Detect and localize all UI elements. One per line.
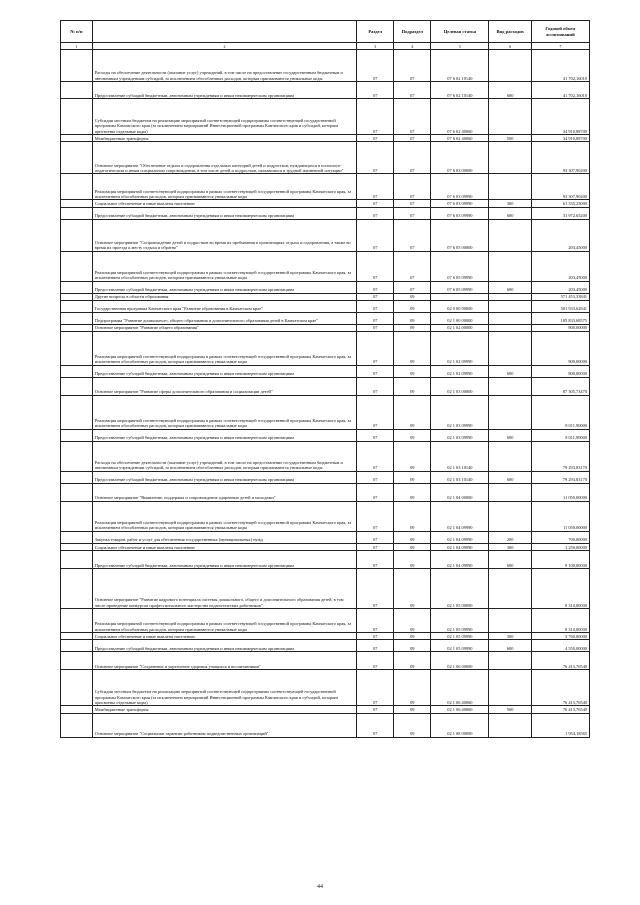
- row-target-article-cell: 02 1 04 09990: [431, 551, 489, 569]
- row-target-article-cell: 02 1 05 00000: [431, 569, 489, 609]
- header-podrazdel: Подраздел: [394, 21, 431, 43]
- row-podrazdel-cell: 09: [394, 442, 431, 472]
- row-name-cell: Реализация мероприятий соответствующей подпрограммы в рамках соответствующей государственной программы Камчатского края, за исключением обособленных расходов, которым присваиваются уникальные коды: [92, 502, 357, 532]
- row-target-article-cell: 02 1 03 09990: [431, 396, 489, 430]
- row-expense-type-cell: [489, 174, 531, 200]
- row-razdel-cell: 07: [357, 142, 394, 174]
- table-row: [61, 551, 590, 569]
- row-expense-type-cell: 300: [489, 633, 531, 640]
- row-podrazdel-cell: 09: [394, 640, 431, 652]
- budget-table: [60, 20, 590, 738]
- row-name-cell: Межбюджетные трансферты: [92, 135, 357, 142]
- row-podrazdel-cell: 07: [394, 200, 431, 207]
- row-expense-type-cell: [489, 569, 531, 609]
- row-expense-type-cell: [489, 99, 531, 135]
- row-name-cell: Предоставление субсидий бюджетным, автономным учреждениям и иным некоммерческим организациям: [92, 366, 357, 378]
- row-amount-cell: 61 335,25000: [531, 200, 589, 207]
- row-name-cell: Предоставление субсидий бюджетным, автономным учреждениям и иным некоммерческим организациям: [92, 472, 357, 484]
- row-name-cell: Основное мероприятие "Развитие кадрового потенциала системы дошкольного, общего и дополнительного образования детей, в том числе проведение конкурсов профессионального мастерства педагогических работников": [92, 569, 357, 609]
- row-target-article-cell: 02 1 04 00000: [431, 484, 489, 502]
- row-amount-cell: 800,00000: [531, 332, 589, 366]
- row-expense-type-cell: [489, 652, 531, 670]
- row-number-cell: [61, 569, 93, 609]
- table-row: [61, 332, 590, 366]
- row-razdel-cell: 07: [357, 293, 394, 300]
- row-name-cell: Расходы на обеспечение деятельности (оказание услуг) учреждений, в том числе на предоставление государственным бюджетным и автономным учреждениям субсидий, за исключением обособленных расходов, которым присваиваются уникальные коды: [92, 50, 357, 82]
- table-row: [61, 640, 590, 652]
- row-razdel-cell: 07: [357, 430, 394, 442]
- row-podrazdel-cell: 09: [394, 652, 431, 670]
- row-number-cell: [61, 366, 93, 378]
- row-expense-type-cell: 200: [489, 532, 531, 544]
- row-razdel-cell: 07: [357, 396, 394, 430]
- row-razdel-cell: 07: [357, 324, 394, 331]
- row-number-cell: [61, 609, 93, 633]
- row-target-article-cell: 02 1 06 40060: [431, 670, 489, 706]
- table-row: [61, 396, 590, 430]
- row-expense-type-cell: [489, 378, 531, 396]
- row-podrazdel-cell: 09: [394, 706, 431, 713]
- row-amount-cell: 79 293,83170: [531, 472, 589, 484]
- row-name-cell: Другие вопросы в области образования: [92, 293, 357, 300]
- row-razdel-cell: 07: [357, 200, 394, 207]
- row-target-article-cell: 02 1 02 09990: [431, 332, 489, 366]
- row-podrazdel-cell: 07: [394, 207, 431, 219]
- table-row: [61, 652, 590, 670]
- row-number-cell: [61, 544, 93, 551]
- row-podrazdel-cell: 07: [394, 251, 431, 281]
- row-amount-cell: 41 702,16010: [531, 50, 589, 82]
- row-name-cell: Субсидии местным бюджетам на реализацию мероприятий соответствующей подпрограммы соответствующей государственной программы Камчатского края (за исключением мероприятий Инвестиционной программы Камчатского края и субсидий, которым присвоены отдельные коды): [92, 670, 357, 706]
- column-number: 3: [357, 43, 394, 50]
- table-row: [61, 82, 590, 99]
- row-podrazdel-cell: 09: [394, 670, 431, 706]
- row-target-article-cell: 07 6 03 09990: [431, 200, 489, 207]
- row-expense-type-cell: 600: [489, 207, 531, 219]
- row-amount-cell: 41 702,16010: [531, 82, 589, 99]
- row-target-article-cell: 07 6 02 10140: [431, 82, 489, 99]
- row-name-cell: Субсидии местным бюджетам на реализацию мероприятий соответствующей подпрограммы соответствующей государственной программы Камчатского края (за исключением мероприятий Инвестиционной программы Камчатского края и субсидий, которым присвоены отдельные коды): [92, 99, 357, 135]
- table-row: [61, 219, 590, 251]
- row-amount-cell: 8 310,00000: [531, 609, 589, 633]
- row-number-cell: [61, 652, 93, 670]
- header-target-article: Целевая статья: [431, 21, 489, 43]
- row-name-cell: Основное мероприятие "Обеспечение отдыха и оздоровления отдельных категорий детей и подростков, нуждающихся в психолого-педагогическом и иным специальном сопровождении, в том числе детей и подростков, оказавшихся в трудной жизненной ситуации": [92, 142, 357, 174]
- table-row: [61, 300, 590, 312]
- row-name-cell: Социальное обеспечение и иные выплаты населению: [92, 200, 357, 207]
- row-expense-type-cell: 600: [489, 640, 531, 652]
- row-expense-type-cell: [489, 300, 531, 312]
- row-podrazdel-cell: 07: [394, 99, 431, 135]
- row-expense-type-cell: [489, 442, 531, 472]
- document-page: [60, 20, 590, 738]
- table-row: [61, 569, 590, 609]
- row-razdel-cell: 07: [357, 281, 394, 293]
- row-podrazdel-cell: 07: [394, 142, 431, 174]
- row-expense-type-cell: [489, 293, 531, 300]
- row-podrazdel-cell: 09: [394, 502, 431, 532]
- row-razdel-cell: 07: [357, 472, 394, 484]
- row-expense-type-cell: 600: [489, 472, 531, 484]
- column-number-row: [61, 43, 590, 50]
- row-name-cell: Социальное обеспечение и иные выплаты населению: [92, 544, 357, 551]
- row-name-cell: Реализация мероприятий соответствующей подпрограммы в рамках соответствующей государственной программы Камчатского края, за исключением обособленных расходов, которым присваиваются уникальные коды: [92, 251, 357, 281]
- table-row: [61, 324, 590, 331]
- row-target-article-cell: 02 1 04 09990: [431, 502, 489, 532]
- row-amount-cell: 1 954,18565: [531, 713, 589, 737]
- row-razdel-cell: 07: [357, 99, 394, 135]
- row-amount-cell: 76 413,76540: [531, 652, 589, 670]
- row-amount-cell: 87 305,73470: [531, 378, 589, 396]
- row-razdel-cell: 07: [357, 609, 394, 633]
- row-target-article-cell: 02 1 00 00000: [431, 312, 489, 324]
- row-name-cell: Предоставление субсидий бюджетным, автономным учреждениям и иным некоммерческим организациям: [92, 207, 357, 219]
- column-number: 1: [61, 43, 93, 50]
- row-expense-type-cell: [489, 713, 531, 737]
- table-row: [61, 135, 590, 142]
- row-target-article-cell: 02 1 03 10140: [431, 442, 489, 472]
- row-podrazdel-cell: 07: [394, 50, 431, 82]
- row-name-cell: Основное мероприятие "Сопровождение детей и подростков во время их пребывания в организациях отдыха и оздоровления, а также во время их проезда к месту отдыха и обратно": [92, 219, 357, 251]
- row-amount-cell: 93 307,90200: [531, 174, 589, 200]
- row-name-cell: Основное мероприятие "Сохранение и укрепление здоровья учащихся и воспитанников": [92, 652, 357, 670]
- row-target-article-cell: 02 1 05 09990: [431, 609, 489, 633]
- row-name-cell: Основное мероприятие "Развитие сферы дополнительного образования и социализации детей": [92, 378, 357, 396]
- row-target-article-cell: 07 6 02 10140: [431, 50, 489, 82]
- row-target-article-cell: 02 1 06 00000: [431, 652, 489, 670]
- row-number-cell: [61, 472, 93, 484]
- table-header-row: [61, 21, 590, 43]
- row-razdel-cell: 07: [357, 378, 394, 396]
- row-amount-cell: 185 833,68575: [531, 312, 589, 324]
- row-expense-type-cell: 300: [489, 200, 531, 207]
- row-amount-cell: 93 307,90200: [531, 142, 589, 174]
- row-podrazdel-cell: 09: [394, 300, 431, 312]
- table-row: [61, 502, 590, 532]
- row-number-cell: [61, 99, 93, 135]
- row-amount-cell: 1 250,00000: [531, 544, 589, 551]
- table-row: [61, 442, 590, 472]
- table-row: [61, 207, 590, 219]
- row-expense-type-cell: 500: [489, 135, 531, 142]
- row-name-cell: Расходы на обеспечение деятельности (оказание услуг) учреждений, в том числе на предоставление государственным бюджетным и автономным учреждениям субсидий, за исключением обособленных расходов, которым присваиваются уникальные коды: [92, 442, 357, 472]
- row-podrazdel-cell: 09: [394, 430, 431, 442]
- row-number-cell: [61, 442, 93, 472]
- table-row: [61, 430, 590, 442]
- row-amount-cell: 76 413,76540: [531, 706, 589, 713]
- row-target-article-cell: 07 6 03 09990: [431, 174, 489, 200]
- row-number-cell: [61, 300, 93, 312]
- row-amount-cell: 8 310,00000: [531, 569, 589, 609]
- table-row: [61, 713, 590, 737]
- row-razdel-cell: 07: [357, 312, 394, 324]
- row-name-cell: Предоставление субсидий бюджетным, автономным учреждениям и иным некоммерческим организациям: [92, 551, 357, 569]
- row-podrazdel-cell: 07: [394, 174, 431, 200]
- row-name-cell: Предоставление субсидий бюджетным, автономным учреждениям и иным некоммерческим организациям: [92, 82, 357, 99]
- row-name-cell: Реализация мероприятий соответствующей подпрограммы в рамках соответствующей государственной программы Камчатского края, за исключением обособленных расходов, которым присваиваются уникальные коды: [92, 332, 357, 366]
- row-podrazdel-cell: 09: [394, 472, 431, 484]
- row-podrazdel-cell: 09: [394, 713, 431, 737]
- row-name-cell: Реализация мероприятий соответствующей подпрограммы в рамках соответствующей государственной программы Камчатского края, за исключением обособленных расходов, которым присваиваются уникальные коды: [92, 609, 357, 633]
- row-podrazdel-cell: 09: [394, 569, 431, 609]
- row-number-cell: [61, 251, 93, 281]
- row-expense-type-cell: [489, 484, 531, 502]
- table-row: [61, 544, 590, 551]
- row-razdel-cell: 07: [357, 640, 394, 652]
- row-amount-cell: 203,45000: [531, 219, 589, 251]
- table-row: [61, 174, 590, 200]
- row-number-cell: [61, 706, 93, 713]
- column-number: 5: [431, 43, 489, 50]
- row-name-cell: Межбюджетные трансферты: [92, 706, 357, 713]
- row-expense-type-cell: [489, 251, 531, 281]
- row-expense-type-cell: [489, 396, 531, 430]
- row-razdel-cell: 07: [357, 332, 394, 366]
- row-number-cell: [61, 174, 93, 200]
- row-target-article-cell: [431, 293, 489, 300]
- row-expense-type-cell: [489, 50, 531, 82]
- row-podrazdel-cell: 09: [394, 609, 431, 633]
- row-number-cell: [61, 281, 93, 293]
- row-number-cell: [61, 430, 93, 442]
- row-target-article-cell: 02 1 02 09990: [431, 366, 489, 378]
- row-podrazdel-cell: 09: [394, 293, 431, 300]
- row-amount-cell: 700,00000: [531, 532, 589, 544]
- row-number-cell: [61, 219, 93, 251]
- row-name-cell: Предоставление субсидий бюджетным, автономным учреждениям и иным некоммерческим организациям: [92, 640, 357, 652]
- header-no: № п/п: [61, 21, 93, 43]
- row-razdel-cell: 07: [357, 670, 394, 706]
- table-row: [61, 293, 590, 300]
- row-number-cell: [61, 502, 93, 532]
- row-razdel-cell: 07: [357, 300, 394, 312]
- row-target-article-cell: 02 1 03 00000: [431, 378, 489, 396]
- row-amount-cell: 34 910,88700: [531, 135, 589, 142]
- row-target-article-cell: 02 1 02 00000: [431, 324, 489, 331]
- row-target-article-cell: 07 6 05 09990: [431, 281, 489, 293]
- row-expense-type-cell: 600: [489, 366, 531, 378]
- table-row: [61, 366, 590, 378]
- row-target-article-cell: 02 1 06 40060: [431, 706, 489, 713]
- row-amount-cell: 571 453,33841: [531, 293, 589, 300]
- row-target-article-cell: 02 1 05 09990: [431, 633, 489, 640]
- row-number-cell: [61, 142, 93, 174]
- row-expense-type-cell: 500: [489, 706, 531, 713]
- row-expense-type-cell: 600: [489, 281, 531, 293]
- row-podrazdel-cell: 09: [394, 484, 431, 502]
- row-name-cell: Государственная программа Камчатского края "Развитие образования в Камчатском крае": [92, 300, 357, 312]
- table-row: [61, 281, 590, 293]
- table-row: [61, 251, 590, 281]
- row-target-article-cell: 02 1 04 09990: [431, 532, 489, 544]
- row-amount-cell: 11 050,00000: [531, 484, 589, 502]
- column-number: 7: [531, 43, 589, 50]
- row-number-cell: [61, 332, 93, 366]
- row-target-article-cell: 02 1 04 09990: [431, 544, 489, 551]
- row-target-article-cell: 07 6 02 40060: [431, 135, 489, 142]
- row-razdel-cell: 07: [357, 207, 394, 219]
- row-number-cell: [61, 207, 93, 219]
- row-number-cell: [61, 713, 93, 737]
- row-target-article-cell: 07 6 05 00000: [431, 219, 489, 251]
- row-number-cell: [61, 396, 93, 430]
- page-number: 44: [317, 884, 323, 890]
- table-row: [61, 706, 590, 713]
- row-number-cell: [61, 50, 93, 82]
- column-number: 6: [489, 43, 531, 50]
- row-number-cell: [61, 135, 93, 142]
- row-target-article-cell: 02 1 05 09990: [431, 640, 489, 652]
- row-name-cell: Предоставление субсидий бюджетным, автономным учреждениям и иным некоммерческим организациям: [92, 430, 357, 442]
- row-razdel-cell: 07: [357, 633, 394, 640]
- table-row: [61, 312, 590, 324]
- row-target-article-cell: 02 1 03 09990: [431, 430, 489, 442]
- row-expense-type-cell: [489, 312, 531, 324]
- row-expense-type-cell: 600: [489, 82, 531, 99]
- row-name-cell: Основное мероприятие "Социальные гарантии работникам подведомственных организаций": [92, 713, 357, 737]
- row-razdel-cell: 07: [357, 569, 394, 609]
- row-name-cell: Закупка товаров, работ и услуг для обеспечения государственных (муниципальных) нужд: [92, 532, 357, 544]
- row-target-article-cell: 02 0 00 00000: [431, 300, 489, 312]
- row-amount-cell: 76 413,76540: [531, 670, 589, 706]
- row-podrazdel-cell: 09: [394, 312, 431, 324]
- table-row: [61, 200, 590, 207]
- row-razdel-cell: 07: [357, 174, 394, 200]
- table-row: [61, 142, 590, 174]
- row-target-article-cell: 07 6 03 00000: [431, 142, 489, 174]
- table-row: [61, 378, 590, 396]
- row-razdel-cell: 07: [357, 82, 394, 99]
- row-razdel-cell: 07: [357, 532, 394, 544]
- row-expense-type-cell: [489, 332, 531, 366]
- row-name-cell: Реализация мероприятий соответствующей подпрограммы в рамках соответствующей государственной программы Камчатского края, за исключением обособленных расходов, которым присваиваются уникальные коды: [92, 396, 357, 430]
- row-amount-cell: 3 760,00000: [531, 633, 589, 640]
- row-podrazdel-cell: 09: [394, 366, 431, 378]
- row-name-cell: Предоставление субсидий бюджетным, автономным учреждениям и иным некоммерческим организациям: [92, 281, 357, 293]
- row-number-cell: [61, 312, 93, 324]
- row-amount-cell: 79 293,83170: [531, 442, 589, 472]
- row-podrazdel-cell: 09: [394, 544, 431, 551]
- row-razdel-cell: 07: [357, 706, 394, 713]
- row-name-cell: Основное мероприятие "Развитие общего образования": [92, 324, 357, 331]
- row-razdel-cell: 07: [357, 544, 394, 551]
- row-number-cell: [61, 633, 93, 640]
- table-row: [61, 633, 590, 640]
- row-expense-type-cell: [489, 609, 531, 633]
- row-podrazdel-cell: 09: [394, 378, 431, 396]
- row-expense-type-cell: [489, 142, 531, 174]
- row-podrazdel-cell: 09: [394, 551, 431, 569]
- row-target-article-cell: 02 1 03 10140: [431, 472, 489, 484]
- header-razdel: Раздел: [357, 21, 394, 43]
- row-amount-cell: 800,00000: [531, 366, 589, 378]
- row-razdel-cell: 07: [357, 50, 394, 82]
- row-amount-cell: 31 972,65200: [531, 207, 589, 219]
- table-row: [61, 472, 590, 484]
- row-expense-type-cell: [489, 324, 531, 331]
- row-number-cell: [61, 324, 93, 331]
- row-razdel-cell: 07: [357, 551, 394, 569]
- row-expense-type-cell: [489, 219, 531, 251]
- row-amount-cell: 34 910,88700: [531, 99, 589, 135]
- row-podrazdel-cell: 07: [394, 219, 431, 251]
- row-amount-cell: 501 933,62841: [531, 300, 589, 312]
- row-razdel-cell: 07: [357, 502, 394, 532]
- row-amount-cell: 8 011,90000: [531, 430, 589, 442]
- row-number-cell: [61, 293, 93, 300]
- header-expense-type: Вид расходов: [489, 21, 531, 43]
- row-amount-cell: 8 011,90000: [531, 396, 589, 430]
- row-number-cell: [61, 378, 93, 396]
- row-razdel-cell: 07: [357, 442, 394, 472]
- row-razdel-cell: 07: [357, 484, 394, 502]
- row-amount-cell: 203,45000: [531, 281, 589, 293]
- row-podrazdel-cell: 07: [394, 135, 431, 142]
- table-row: [61, 484, 590, 502]
- row-podrazdel-cell: 09: [394, 532, 431, 544]
- row-amount-cell: 203,45000: [531, 251, 589, 281]
- row-podrazdel-cell: 07: [394, 82, 431, 99]
- row-number-cell: [61, 640, 93, 652]
- row-number-cell: [61, 670, 93, 706]
- row-podrazdel-cell: 09: [394, 396, 431, 430]
- row-razdel-cell: 07: [357, 135, 394, 142]
- row-expense-type-cell: 600: [489, 430, 531, 442]
- row-name-cell: Социальное обеспечение и иные выплаты населению: [92, 633, 357, 640]
- row-podrazdel-cell: 09: [394, 324, 431, 331]
- row-number-cell: [61, 551, 93, 569]
- row-name-cell: Реализация мероприятий соответствующей подпрограммы в рамках соответствующей государственной программы Камчатского края, за исключением обособленных расходов, которым присваиваются уникальные коды: [92, 174, 357, 200]
- row-name-cell: Основное мероприятие "Выявление, поддержка и сопровождение одаренных детей и молодежи": [92, 484, 357, 502]
- row-number-cell: [61, 200, 93, 207]
- table-row: [61, 532, 590, 544]
- table-row: [61, 99, 590, 135]
- table-row: [61, 50, 590, 82]
- row-expense-type-cell: [489, 502, 531, 532]
- row-razdel-cell: 07: [357, 713, 394, 737]
- header-annual-amount: Годовой объем ассигнований: [531, 21, 589, 43]
- header-name: [92, 21, 357, 43]
- row-target-article-cell: 07 6 05 09990: [431, 251, 489, 281]
- table-row: [61, 670, 590, 706]
- row-amount-cell: 11 050,00000: [531, 502, 589, 532]
- row-name-cell: Подпрограмма "Развитие дошкольного, общего образования и дополнительного образования детей в Камчатском крае": [92, 312, 357, 324]
- table-row: [61, 609, 590, 633]
- row-expense-type-cell: 300: [489, 544, 531, 551]
- row-amount-cell: 4 550,00000: [531, 640, 589, 652]
- column-number: 4: [394, 43, 431, 50]
- row-amount-cell: 9 100,00000: [531, 551, 589, 569]
- row-razdel-cell: 07: [357, 251, 394, 281]
- row-podrazdel-cell: 07: [394, 281, 431, 293]
- row-razdel-cell: 07: [357, 652, 394, 670]
- row-number-cell: [61, 82, 93, 99]
- row-target-article-cell: 02 1 08 00000: [431, 713, 489, 737]
- column-number: 2: [92, 43, 357, 50]
- row-number-cell: [61, 532, 93, 544]
- row-number-cell: [61, 484, 93, 502]
- row-expense-type-cell: [489, 670, 531, 706]
- row-razdel-cell: 07: [357, 366, 394, 378]
- row-podrazdel-cell: 09: [394, 633, 431, 640]
- row-amount-cell: 800,00000: [531, 324, 589, 331]
- row-razdel-cell: 07: [357, 219, 394, 251]
- row-target-article-cell: 07 6 02 40060: [431, 99, 489, 135]
- row-expense-type-cell: 600: [489, 551, 531, 569]
- row-target-article-cell: 07 6 03 09990: [431, 207, 489, 219]
- row-podrazdel-cell: 09: [394, 332, 431, 366]
